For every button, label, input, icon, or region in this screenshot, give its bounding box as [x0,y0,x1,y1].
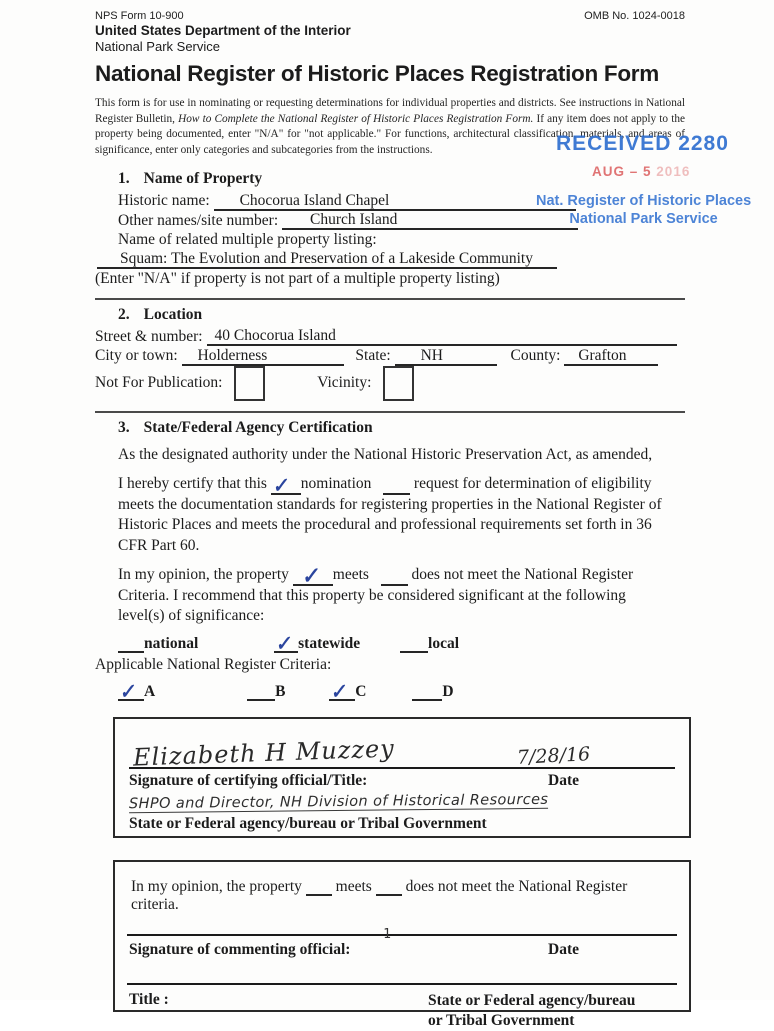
certifying-signature-handwritten: Elizabeth H Muzzey [132,734,396,772]
vicinity-checkbox[interactable] [383,366,414,401]
agency-name: National Park Service [95,39,220,54]
meets-blank [293,562,333,589]
national-blank [118,636,144,653]
county-value: Grafton [564,347,658,366]
level-local-label: local [428,635,460,653]
opinion-suffix: does not meet the National Register Criteria. I recommend that this property be considered significant at the following level(s) of significance: [118,566,634,624]
local-blank [400,636,428,653]
city-label: City or town: [95,347,178,365]
form-title: National Register of Historic Places Registration Form [95,61,659,86]
street-field [95,327,685,347]
certifying-signature-box [113,717,691,838]
checkmark-icon: ✓ [328,680,348,704]
criterion-c-label: C [355,682,367,700]
criteria-row [117,680,685,704]
form-header-row [95,10,685,22]
eligibility-blank [383,478,410,495]
criterion-b-blank [247,684,275,701]
checkmark-icon: ✓ [299,562,320,589]
department-name: United States Department of the Interior [95,23,351,38]
certification-statement [118,474,670,556]
opinion-prefix: In my opinion, the property [118,566,289,584]
commenting-agency-line1: State or Federal agency/bureau [428,991,636,1009]
statewide-blank [273,633,298,657]
certifying-signature-row [129,719,675,772]
commenting-title-line[interactable] [127,983,677,985]
authority-statement: As the designated authority under the National Historic Preservation Act, as amended, [118,445,653,463]
does-not-meet-blank [381,569,408,586]
state-label: State: [355,347,391,365]
section-2-heading [118,306,685,324]
related-listing-label: Name of related multiple property listing: [118,231,377,249]
commenting-opinion-prefix: In my opinion, the property [131,877,302,895]
registry-stamp-line2: National Park Service [569,211,718,228]
city-value: Holderness [182,347,344,366]
criteria-label: Applicable National Register Criteria: [95,656,332,674]
street-label: Street & number: [95,327,203,345]
related-listing-value: Squam: The Evolution and Preservation of a Lakeside Community [97,250,557,269]
county-label: County: [510,347,561,365]
commenting-does-not-meet-blank[interactable] [376,879,402,896]
significance-levels-row [118,633,685,657]
section-divider [95,411,685,413]
date-received-stamp [592,164,690,179]
vicinity-label: Vicinity: [317,373,372,391]
certifying-label-row [129,772,675,790]
instructions-bulletin-title: How to Complete the National Register of Historic Places Registration Form. [178,112,534,125]
certifying-agency-label: State or Federal agency/bureau or Tribal Government [129,814,487,832]
registry-stamp [536,192,751,228]
criterion-d-blank [412,684,442,701]
commenting-opinion-suffix: does not meet the National Register criteria. [131,877,628,913]
opinion-statement [118,562,670,626]
commenting-label-row [129,941,675,959]
section-1-number: 1. [118,170,130,188]
commenting-meets-blank[interactable] [306,879,332,896]
certifying-signature-label: Signature of certifying official/Title: [129,771,368,789]
commenting-date-label: Date [548,940,579,958]
criterion-b-label: B [275,682,286,700]
commenting-meets-label: meets [335,877,372,895]
meets-label: meets [332,566,369,584]
checkmark-icon: ✓ [270,474,290,498]
city-state-county-row [95,346,685,366]
state-value: NH [395,347,497,366]
omb-number: OMB No. 1024-0018 [584,10,685,22]
related-listing-field [95,250,685,270]
other-names-value: Church Island [282,211,578,230]
certify-prefix: I hereby certify that this [118,475,267,493]
commenting-signature-label: Signature of commenting official: [129,940,351,958]
section-1-title: Name of Property [143,170,263,188]
other-names-label: Other names/site number: [118,211,279,229]
page-number: 1 [383,927,391,942]
form-number: NPS Form 10-900 [95,10,184,22]
criterion-c-blank [328,680,355,704]
not-for-publication-label: Not For Publication: [95,373,223,391]
checkmark-icon: ✓ [117,680,137,704]
historic-name-value: Chocorua Island Chapel [214,192,576,211]
certifying-date-label: Date [548,771,579,789]
date-stamp-year: 2016 [656,164,691,179]
nomination-label: nomination [300,475,372,493]
nomination-blank [270,474,301,498]
registry-stamp-line1: Nat. Register of Historic Places [536,193,752,209]
instructions-text-2: If any item does not apply to the property being documented, enter "N/A" for "not applicable." For functions, architectural classification, materials, and areas of significance, enter only categories and subcategories from the instructions. [95,112,685,156]
criterion-a-blank [117,680,144,704]
criterion-a-label: A [144,682,156,700]
checkmark-icon: ✓ [273,633,293,657]
commenting-agency-label [428,991,663,1031]
section-3-number: 3. [118,418,130,436]
criterion-d-label: D [442,682,454,700]
section-2-title: Location [143,305,203,323]
level-national-label: national [144,635,199,653]
certify-suffix: request for determination of eligibility meets the documentation standards for registering properties in the National Register of Historic Places and meets the procedural and professional requirements set forth in 36 CFR Part 60. [118,475,662,554]
commenting-agency-line2: or Tribal Government [428,1012,575,1030]
instructions-text-1: This form is for use in nominating or requesting determinations for individual properties and districts. See instructions in National Register Bulletin, [95,97,685,125]
section-3-title: State/Federal Agency Certification [143,418,373,436]
section-divider [95,298,685,300]
date-stamp-text: AUG – 5 [592,164,652,179]
not-for-publication-checkbox[interactable] [234,366,265,401]
na-note: (Enter "N/A" if property is not part of a multiple property listing) [95,270,500,288]
certifying-title-handwritten: SHPO and Director, NH Division of Historical Resources [128,791,549,813]
publication-vicinity-row [95,366,685,402]
commenting-title-row [129,991,675,1031]
commenting-opinion-statement [131,878,675,914]
commenting-title-label: Title : [129,990,169,1008]
historic-name-label: Historic name: [118,192,210,210]
level-statewide-label: statewide [298,635,361,653]
street-value: 40 Chocorua Island [207,327,677,346]
section-2-number: 2. [118,305,130,323]
section-3-heading [118,419,685,437]
certifying-date-handwritten: 7/28/16 [516,743,591,769]
received-stamp: RECEIVED 2280 [556,132,729,155]
